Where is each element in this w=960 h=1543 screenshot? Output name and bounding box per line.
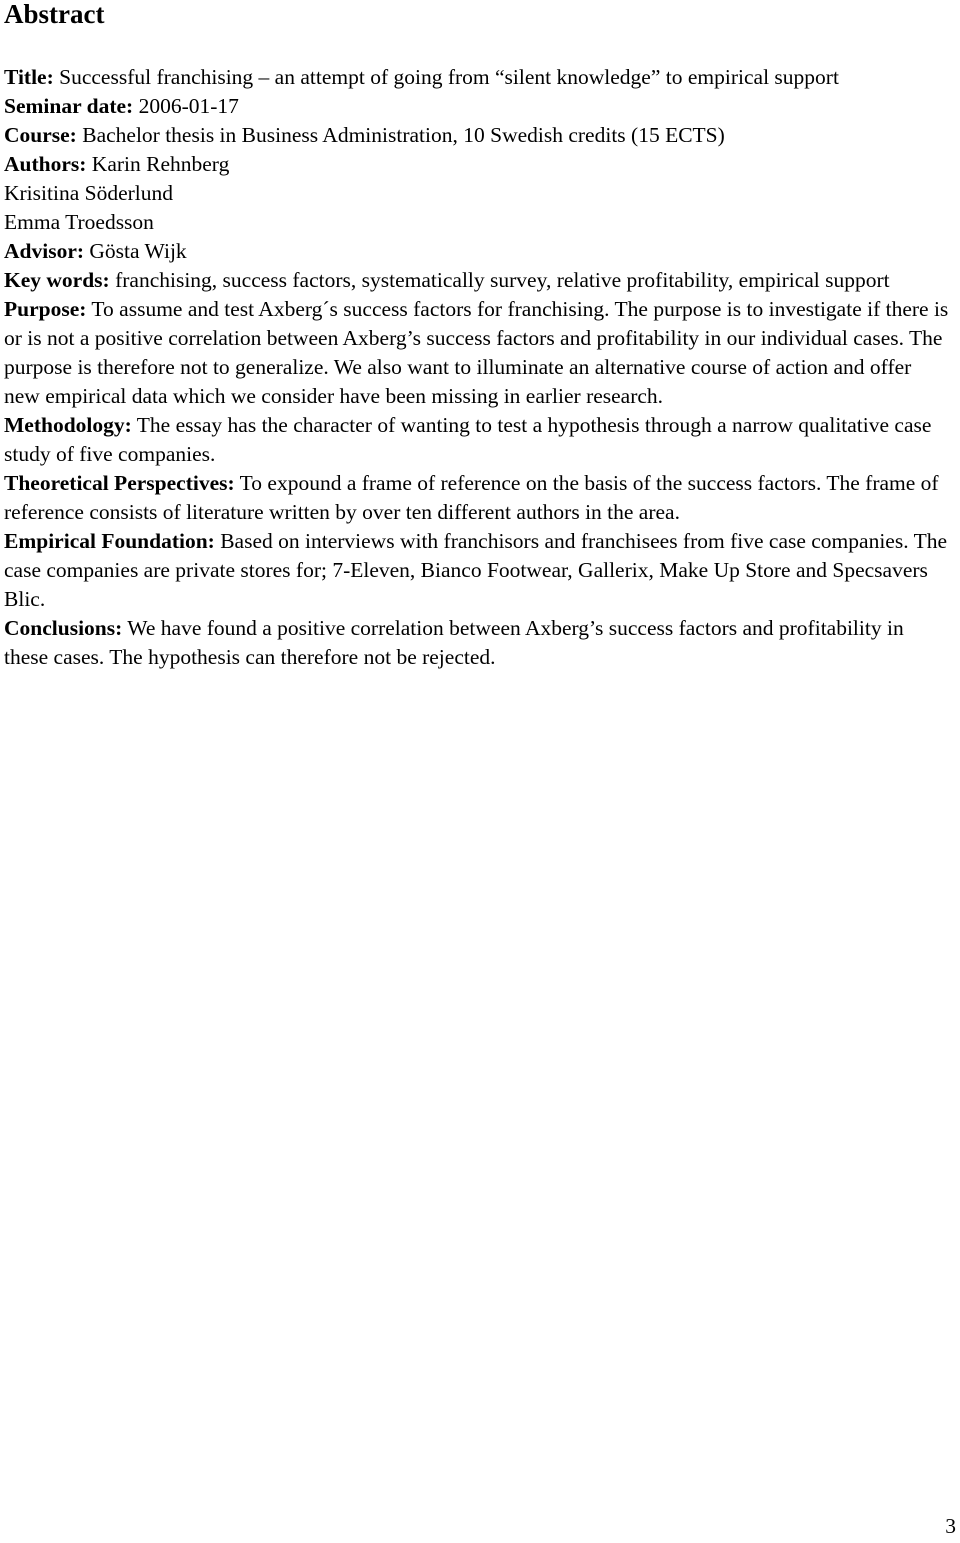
authors-line-1: [4, 150, 952, 179]
page-number: 3: [945, 1514, 956, 1538]
methodology-label: Methodology:: [4, 413, 132, 437]
theoretical-perspectives-label: Theoretical Perspectives:: [4, 471, 235, 495]
authors-label: Authors:: [4, 152, 87, 176]
purpose-label: Purpose:: [4, 297, 87, 321]
methodology-field: [4, 411, 952, 469]
theoretical-perspectives-field: [4, 469, 952, 527]
key-words-value: franchising, success factors, systematically survey, relative profitability, empirical support: [109, 268, 890, 292]
title-value: Successful franchising – an attempt of going from “silent knowledge” to empirical support: [53, 65, 839, 89]
purpose-value: To assume and test Axberg´s success factors for franchising. The purpose is to investigate if there is or is not a positive correlation between Axberg’s success factors and profitability in our individual cases. The purpose is therefore not to generalize. We also want to illuminate an alternative course of action and offer new empirical data which we consider have been missing in earlier research.: [4, 297, 949, 408]
key-words-label: Key words:: [4, 268, 110, 292]
advisor-value: Gösta Wijk: [84, 239, 187, 263]
empirical-foundation-label: Empirical Foundation:: [4, 529, 215, 553]
author-name: Emma Troedsson: [4, 210, 154, 234]
course-field: [4, 121, 952, 150]
seminar-date-value: 2006-01-17: [133, 94, 239, 118]
author-name: Krisitina Söderlund: [4, 181, 173, 205]
advisor-label: Advisor:: [4, 239, 85, 263]
title-field: [4, 63, 952, 92]
course-label: Course:: [4, 123, 77, 147]
title-label: Title:: [4, 65, 54, 89]
course-value: Bachelor thesis in Business Administration, 10 Swedish credits (15 ECTS): [76, 123, 725, 147]
empirical-foundation-field: [4, 527, 952, 614]
author-name: Karin Rehnberg: [91, 152, 230, 176]
empirical-foundation-value: Based on interviews with franchisors and franchisees from five case companies. The case companies are private stores for; 7-Eleven, Bianco Footwear, Gallerix, Make Up Store and Specsavers Blic.: [4, 529, 947, 611]
abstract-heading: Abstract: [4, 0, 105, 29]
conclusions-field: [4, 614, 952, 672]
conclusions-label: Conclusions:: [4, 616, 123, 640]
advisor-field: [4, 237, 952, 266]
methodology-value: The essay has the character of wanting to test a hypothesis through a narrow qualitative case study of five companies.: [4, 413, 932, 466]
authors-field: [4, 150, 952, 237]
seminar-date-label: Seminar date:: [4, 94, 134, 118]
key-words-field: [4, 266, 952, 295]
theoretical-perspectives-value: To expound a frame of reference on the basis of the success factors. The frame of reference consists of literature written by over ten different authors in the area.: [4, 471, 939, 524]
seminar-date-field: [4, 92, 952, 121]
abstract-body: [4, 63, 952, 672]
conclusions-value: We have found a positive correlation between Axberg’s success factors and profitability in these cases. The hypothesis can therefore not be rejected.: [4, 616, 904, 669]
purpose-field: [4, 295, 952, 411]
